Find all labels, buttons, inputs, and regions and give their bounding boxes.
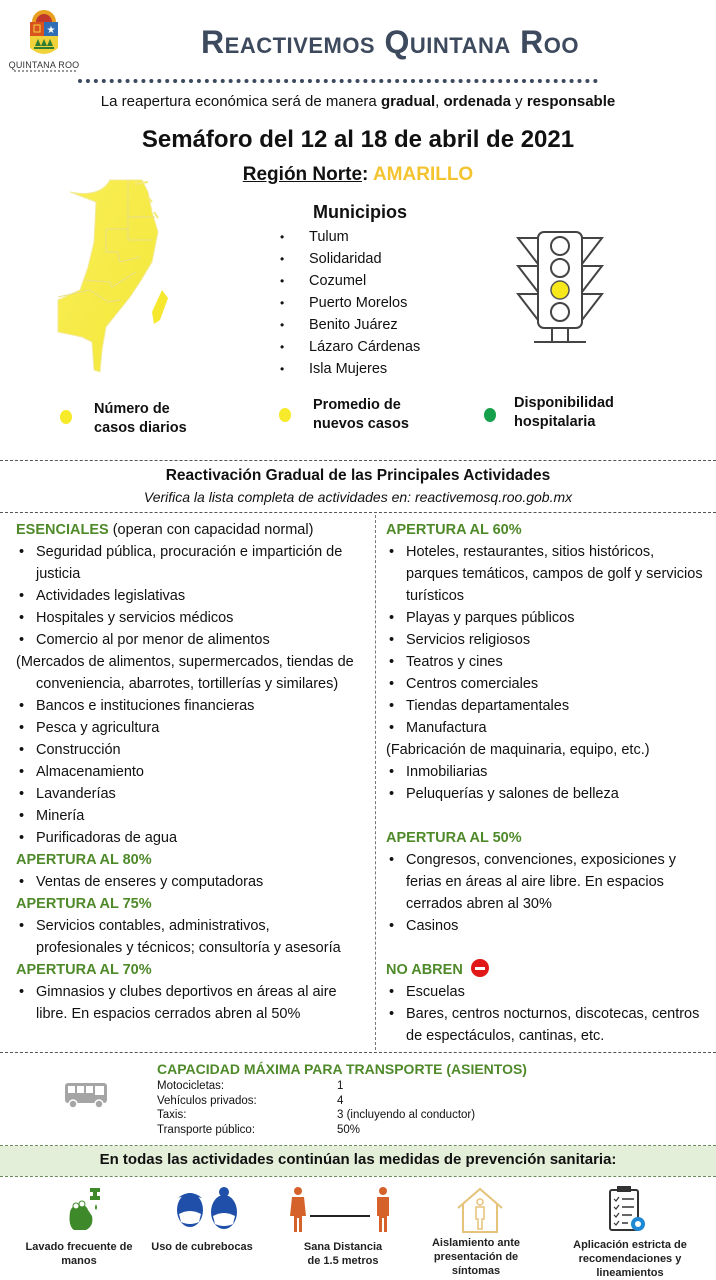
apertura-80-heading: APERTURA AL 80% bbox=[16, 852, 152, 868]
municipios-list bbox=[280, 226, 480, 380]
transport-value: 4 bbox=[337, 1094, 344, 1107]
status-dot-yellow bbox=[279, 408, 291, 422]
measure-line: manos bbox=[61, 1255, 97, 1267]
transport-row bbox=[157, 1079, 475, 1094]
list-item-cont: turísticos bbox=[406, 588, 465, 604]
list-item-cont: ferias en áreas al aire libre. En espacios bbox=[406, 874, 664, 890]
list-item: • Tiendas departamentales bbox=[386, 695, 716, 717]
list-item: • Purificadoras de agua bbox=[16, 827, 371, 849]
transport-label: Taxis: bbox=[157, 1109, 187, 1121]
indicator-line1: Disponibilidad bbox=[514, 395, 614, 411]
checklist-icon bbox=[604, 1184, 650, 1238]
status-dot-green bbox=[484, 408, 496, 422]
municipio-item: • Isla Mujeres bbox=[280, 358, 480, 380]
measure-distance bbox=[290, 1240, 396, 1268]
subtitle-part: La reapertura económica será de manera bbox=[100, 93, 381, 110]
list-item: • Manufactura bbox=[386, 717, 716, 739]
esenciales-heading: ESENCIALES bbox=[16, 522, 109, 538]
activities-right-column bbox=[386, 519, 716, 1047]
title-divider bbox=[78, 79, 598, 83]
list-item: • Playas y parques públicos bbox=[386, 607, 716, 629]
home-isolation-icon bbox=[454, 1186, 506, 1236]
measure-line: síntomas bbox=[451, 1265, 501, 1277]
list-item: • Inmobiliarias bbox=[386, 761, 716, 783]
status-dot-yellow bbox=[60, 410, 72, 424]
list-item: • Servicios religiosos bbox=[386, 629, 716, 651]
semaforo-dates: Semáforo del 12 al 18 de abril de 2021 bbox=[141, 126, 575, 153]
list-item: • Gimnasios y clubes deportivos en áreas al aire bbox=[16, 981, 371, 1003]
section-divider bbox=[0, 1145, 716, 1146]
municipio-item: • Benito Juárez bbox=[280, 314, 480, 336]
section-divider bbox=[0, 512, 716, 513]
apertura-50-heading: APERTURA AL 50% bbox=[386, 830, 522, 846]
indicator-line2: nuevos casos bbox=[313, 416, 409, 432]
measure-line: Uso de cubrebocas bbox=[151, 1241, 253, 1253]
transport-row bbox=[157, 1094, 475, 1109]
transport-row bbox=[157, 1123, 475, 1138]
list-note-cont: conveniencia, abarrotes, tortillerías y similares) bbox=[36, 676, 339, 692]
list-item: • Construcción bbox=[16, 739, 371, 761]
svg-text:★: ★ bbox=[46, 25, 56, 36]
subtitle-responsable: responsable bbox=[526, 93, 616, 110]
list-item-cont: justicia bbox=[36, 566, 81, 582]
list-item: • Congresos, convenciones, exposiciones y bbox=[386, 849, 716, 871]
prevention-title: En todas las actividades continúan las medidas de prevención sanitaria: bbox=[99, 1151, 617, 1168]
list-item: • Escuelas bbox=[386, 981, 716, 1003]
measure-mask bbox=[142, 1240, 262, 1254]
region-label: Región Norte bbox=[242, 164, 363, 185]
list-item: • Hoteles, restaurantes, sitios históricos, bbox=[386, 541, 716, 563]
list-item: • Comercio al por menor de alimentos bbox=[16, 629, 371, 651]
list-item-cont: profesionales y técnicos; consultoría y asesoría bbox=[36, 940, 341, 956]
list-item: • Seguridad pública, procuración e impartición de bbox=[16, 541, 371, 563]
indicator-line2: casos diarios bbox=[94, 420, 187, 436]
traffic-light-icon bbox=[512, 228, 608, 348]
region-separator: : bbox=[362, 164, 369, 185]
transport-value: 50% bbox=[337, 1123, 361, 1136]
subtitle-gradual: gradual bbox=[380, 93, 436, 110]
region-map bbox=[40, 172, 200, 382]
indicator-casos-diarios bbox=[60, 396, 230, 436]
list-item-cont: libre. En espacios cerrados abren al 50% bbox=[36, 1006, 301, 1022]
municipio-item: • Solidaridad bbox=[280, 248, 480, 270]
list-item-cont: de espectáculos, cantinas, etc. bbox=[406, 1028, 605, 1044]
measure-line: presentación de bbox=[433, 1251, 519, 1263]
handwash-icon bbox=[64, 1186, 114, 1236]
list-item: • Almacenamiento bbox=[16, 761, 371, 783]
logo-text: QUINTANA ROO bbox=[8, 60, 80, 70]
measure-line: Sana Distancia bbox=[303, 1241, 383, 1253]
no-entry-icon bbox=[471, 959, 489, 977]
measure-line: recomendaciones y bbox=[578, 1253, 682, 1265]
transport-value: 3 (incluyendo al conductor) bbox=[337, 1109, 476, 1121]
activities-title: Reactivación Gradual de las Principales Actividades bbox=[165, 467, 551, 484]
transport-label: Transporte público: bbox=[157, 1123, 256, 1136]
indicator-disponibilidad bbox=[484, 396, 664, 436]
subtitle-ordenada: ordenada bbox=[443, 93, 511, 110]
list-note: (Mercados de alimentos, supermercados, tiendas de bbox=[16, 654, 354, 670]
list-item: • Hospitales y servicios médicos bbox=[16, 607, 371, 629]
activities-left-column bbox=[16, 519, 371, 1025]
measure-line: Aislamiento ante bbox=[431, 1237, 521, 1249]
list-item: • Bares, centros nocturnos, discotecas, centros bbox=[386, 1003, 716, 1025]
face-mask-icon bbox=[174, 1186, 240, 1236]
municipios-title: Municipios bbox=[313, 202, 407, 222]
subtitle bbox=[0, 93, 716, 110]
transport-row bbox=[157, 1108, 475, 1123]
measure-handwash bbox=[16, 1240, 142, 1268]
indicator-line1: Número de bbox=[94, 401, 170, 417]
list-item-cont: cerrados abren al 30% bbox=[406, 896, 552, 912]
activities-subtitle: Verifica la lista completa de actividades en: reactivemosq.roo.gob.mx bbox=[143, 489, 573, 505]
measure-isolation bbox=[416, 1236, 536, 1278]
transport-title: CAPACIDAD MÁXIMA PARA TRANSPORTE (ASIENTOS) bbox=[157, 1061, 527, 1077]
logo-subtext-decoration bbox=[14, 70, 76, 74]
transport-value: 1 bbox=[337, 1080, 344, 1092]
measure-guidelines bbox=[560, 1238, 700, 1280]
transport-table bbox=[157, 1079, 475, 1137]
light-3-active bbox=[551, 281, 569, 299]
list-item-cont: parques temáticos, campos de golf y servicios bbox=[406, 566, 703, 582]
column-divider bbox=[375, 515, 376, 1050]
section-divider bbox=[0, 1176, 716, 1177]
indicator-nuevos-casos bbox=[279, 396, 449, 436]
measure-line: Aplicación estricta de bbox=[573, 1239, 687, 1251]
section-divider bbox=[0, 1052, 716, 1053]
list-item: • Bancos e instituciones financieras bbox=[16, 695, 371, 717]
transport-label: Vehículos privados: bbox=[157, 1094, 257, 1107]
indicator-line2: hospitalaria bbox=[514, 414, 596, 430]
no-abren-heading: NO ABREN bbox=[386, 962, 463, 978]
municipio-item: • Cozumel bbox=[280, 270, 480, 292]
apertura-70-heading: APERTURA AL 70% bbox=[16, 962, 152, 978]
municipio-item: • Lázaro Cárdenas bbox=[280, 336, 480, 358]
list-item: • Pesca y agricultura bbox=[16, 717, 371, 739]
list-item: • Lavanderías bbox=[16, 783, 371, 805]
list-item: • Ventas de enseres y computadoras bbox=[16, 871, 371, 893]
apertura-75-heading: APERTURA AL 75% bbox=[16, 896, 152, 912]
page-title: Reactivemos Quintana Roo bbox=[201, 24, 579, 60]
esenciales-note: (operan con capacidad normal) bbox=[108, 522, 314, 538]
list-note: (Fabricación de maquinaria, equipo, etc.) bbox=[386, 742, 650, 758]
apertura-60-heading: APERTURA AL 60% bbox=[386, 522, 522, 538]
list-item: • Servicios contables, administrativos, bbox=[16, 915, 371, 937]
subtitle-part: , bbox=[435, 93, 444, 110]
section-divider bbox=[0, 460, 716, 461]
list-item: • Actividades legislativas bbox=[16, 585, 371, 607]
social-distance-icon bbox=[288, 1186, 394, 1236]
list-item: • Centros comerciales bbox=[386, 673, 716, 695]
measure-line: lineamientos bbox=[596, 1267, 664, 1279]
list-item: • Teatros y cines bbox=[386, 651, 716, 673]
region-value: AMARILLO bbox=[372, 164, 474, 185]
list-item: • Casinos bbox=[386, 915, 716, 937]
measure-line: Lavado frecuente de bbox=[25, 1241, 133, 1253]
list-item: • Minería bbox=[16, 805, 371, 827]
measure-line: de 1.5 metros bbox=[307, 1255, 379, 1267]
list-item: • Peluquerías y salones de belleza bbox=[386, 783, 716, 805]
municipio-item: • Tulum bbox=[280, 226, 480, 248]
municipio-item: • Puerto Morelos bbox=[280, 292, 480, 314]
bus-icon bbox=[64, 1082, 110, 1110]
transport-label: Motocicletas: bbox=[157, 1080, 225, 1092]
indicator-line1: Promedio de bbox=[313, 397, 401, 413]
subtitle-part: y bbox=[511, 93, 527, 110]
